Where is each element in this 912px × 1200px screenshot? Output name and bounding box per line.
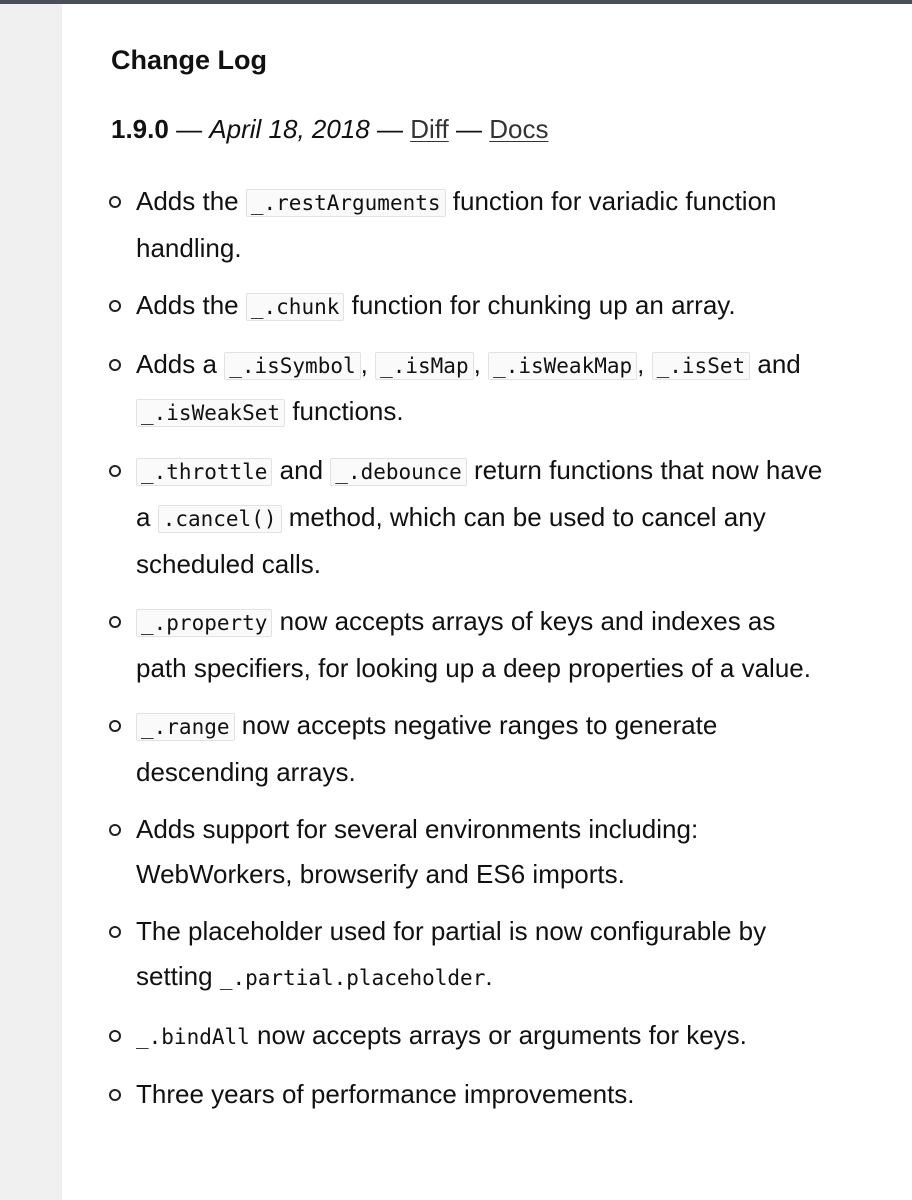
list-item xyxy=(111,1013,831,1060)
list-item xyxy=(111,342,831,436)
list-item xyxy=(111,448,831,587)
code-snippet: _.property xyxy=(136,609,272,637)
code-snippet: _.chunk xyxy=(246,293,345,321)
code-snippet: _.isMap xyxy=(375,352,474,380)
separator: — xyxy=(176,114,203,144)
code-snippet: _.bindAll xyxy=(136,1025,250,1049)
list-item xyxy=(111,807,831,897)
code-snippet: _.isSet xyxy=(652,352,751,380)
item-text: and xyxy=(757,349,801,379)
code-snippet: _.partial.placeholder xyxy=(219,966,486,990)
list-item xyxy=(111,703,831,795)
item-text: Three years of performance improvements. xyxy=(136,1079,635,1109)
code-snippet: .cancel() xyxy=(158,505,282,533)
item-text: function for chunking up an array. xyxy=(351,290,736,320)
item-text: Adds the xyxy=(136,186,239,216)
changelog-heading: Change Log xyxy=(111,45,267,75)
item-text: now accepts negative ranges to generate descending arrays. xyxy=(136,710,718,787)
code-snippet: _.restArguments xyxy=(246,189,446,217)
item-text: . xyxy=(485,961,493,991)
item-text: now accepts arrays or arguments for keys. xyxy=(257,1020,747,1050)
item-text: The placeholder used for partial is now configurable by setting xyxy=(136,916,767,991)
release-header xyxy=(111,109,831,149)
code-snippet: _.throttle xyxy=(136,458,272,486)
item-text: method, which can be used to cancel any scheduled calls. xyxy=(136,502,766,579)
item-text: , xyxy=(637,349,645,379)
docs-link[interactable]: Docs xyxy=(489,114,549,144)
list-item xyxy=(111,1072,831,1117)
item-text: Adds a xyxy=(136,349,217,379)
list-item xyxy=(111,283,831,330)
list-item xyxy=(111,909,831,1001)
item-text: and xyxy=(279,455,324,485)
top-border xyxy=(0,0,912,4)
list-item xyxy=(111,599,831,691)
code-snippet: _.isSymbol xyxy=(224,352,360,380)
diff-link[interactable]: Diff xyxy=(410,114,449,144)
change-list xyxy=(111,179,831,1117)
separator: — xyxy=(376,114,403,144)
separator: — xyxy=(455,114,482,144)
item-text: functions. xyxy=(292,396,404,426)
item-text: Adds support for several environments including: WebWorkers, browserify and ES6 imports. xyxy=(136,814,699,889)
changelog-section xyxy=(111,40,831,1129)
code-snippet: _.range xyxy=(136,713,235,741)
release-date: April 18, 2018 xyxy=(209,114,370,144)
release-version: 1.9.0 xyxy=(111,114,169,144)
item-text: return functions that now have a xyxy=(136,455,823,532)
code-snippet: _.debounce xyxy=(330,458,466,486)
code-snippet: _.isWeakSet xyxy=(136,399,285,427)
item-text: function for variadic function handling. xyxy=(136,186,777,263)
item-text: now accepts arrays of keys and indexes as path specifiers, for looking up a deep properties of a value. xyxy=(136,606,811,683)
left-gutter xyxy=(0,4,62,1200)
item-text: Adds the xyxy=(136,290,239,320)
item-text: , xyxy=(473,349,481,379)
code-snippet: _.isWeakMap xyxy=(488,352,637,380)
item-text: , xyxy=(360,349,368,379)
list-item xyxy=(111,179,831,271)
